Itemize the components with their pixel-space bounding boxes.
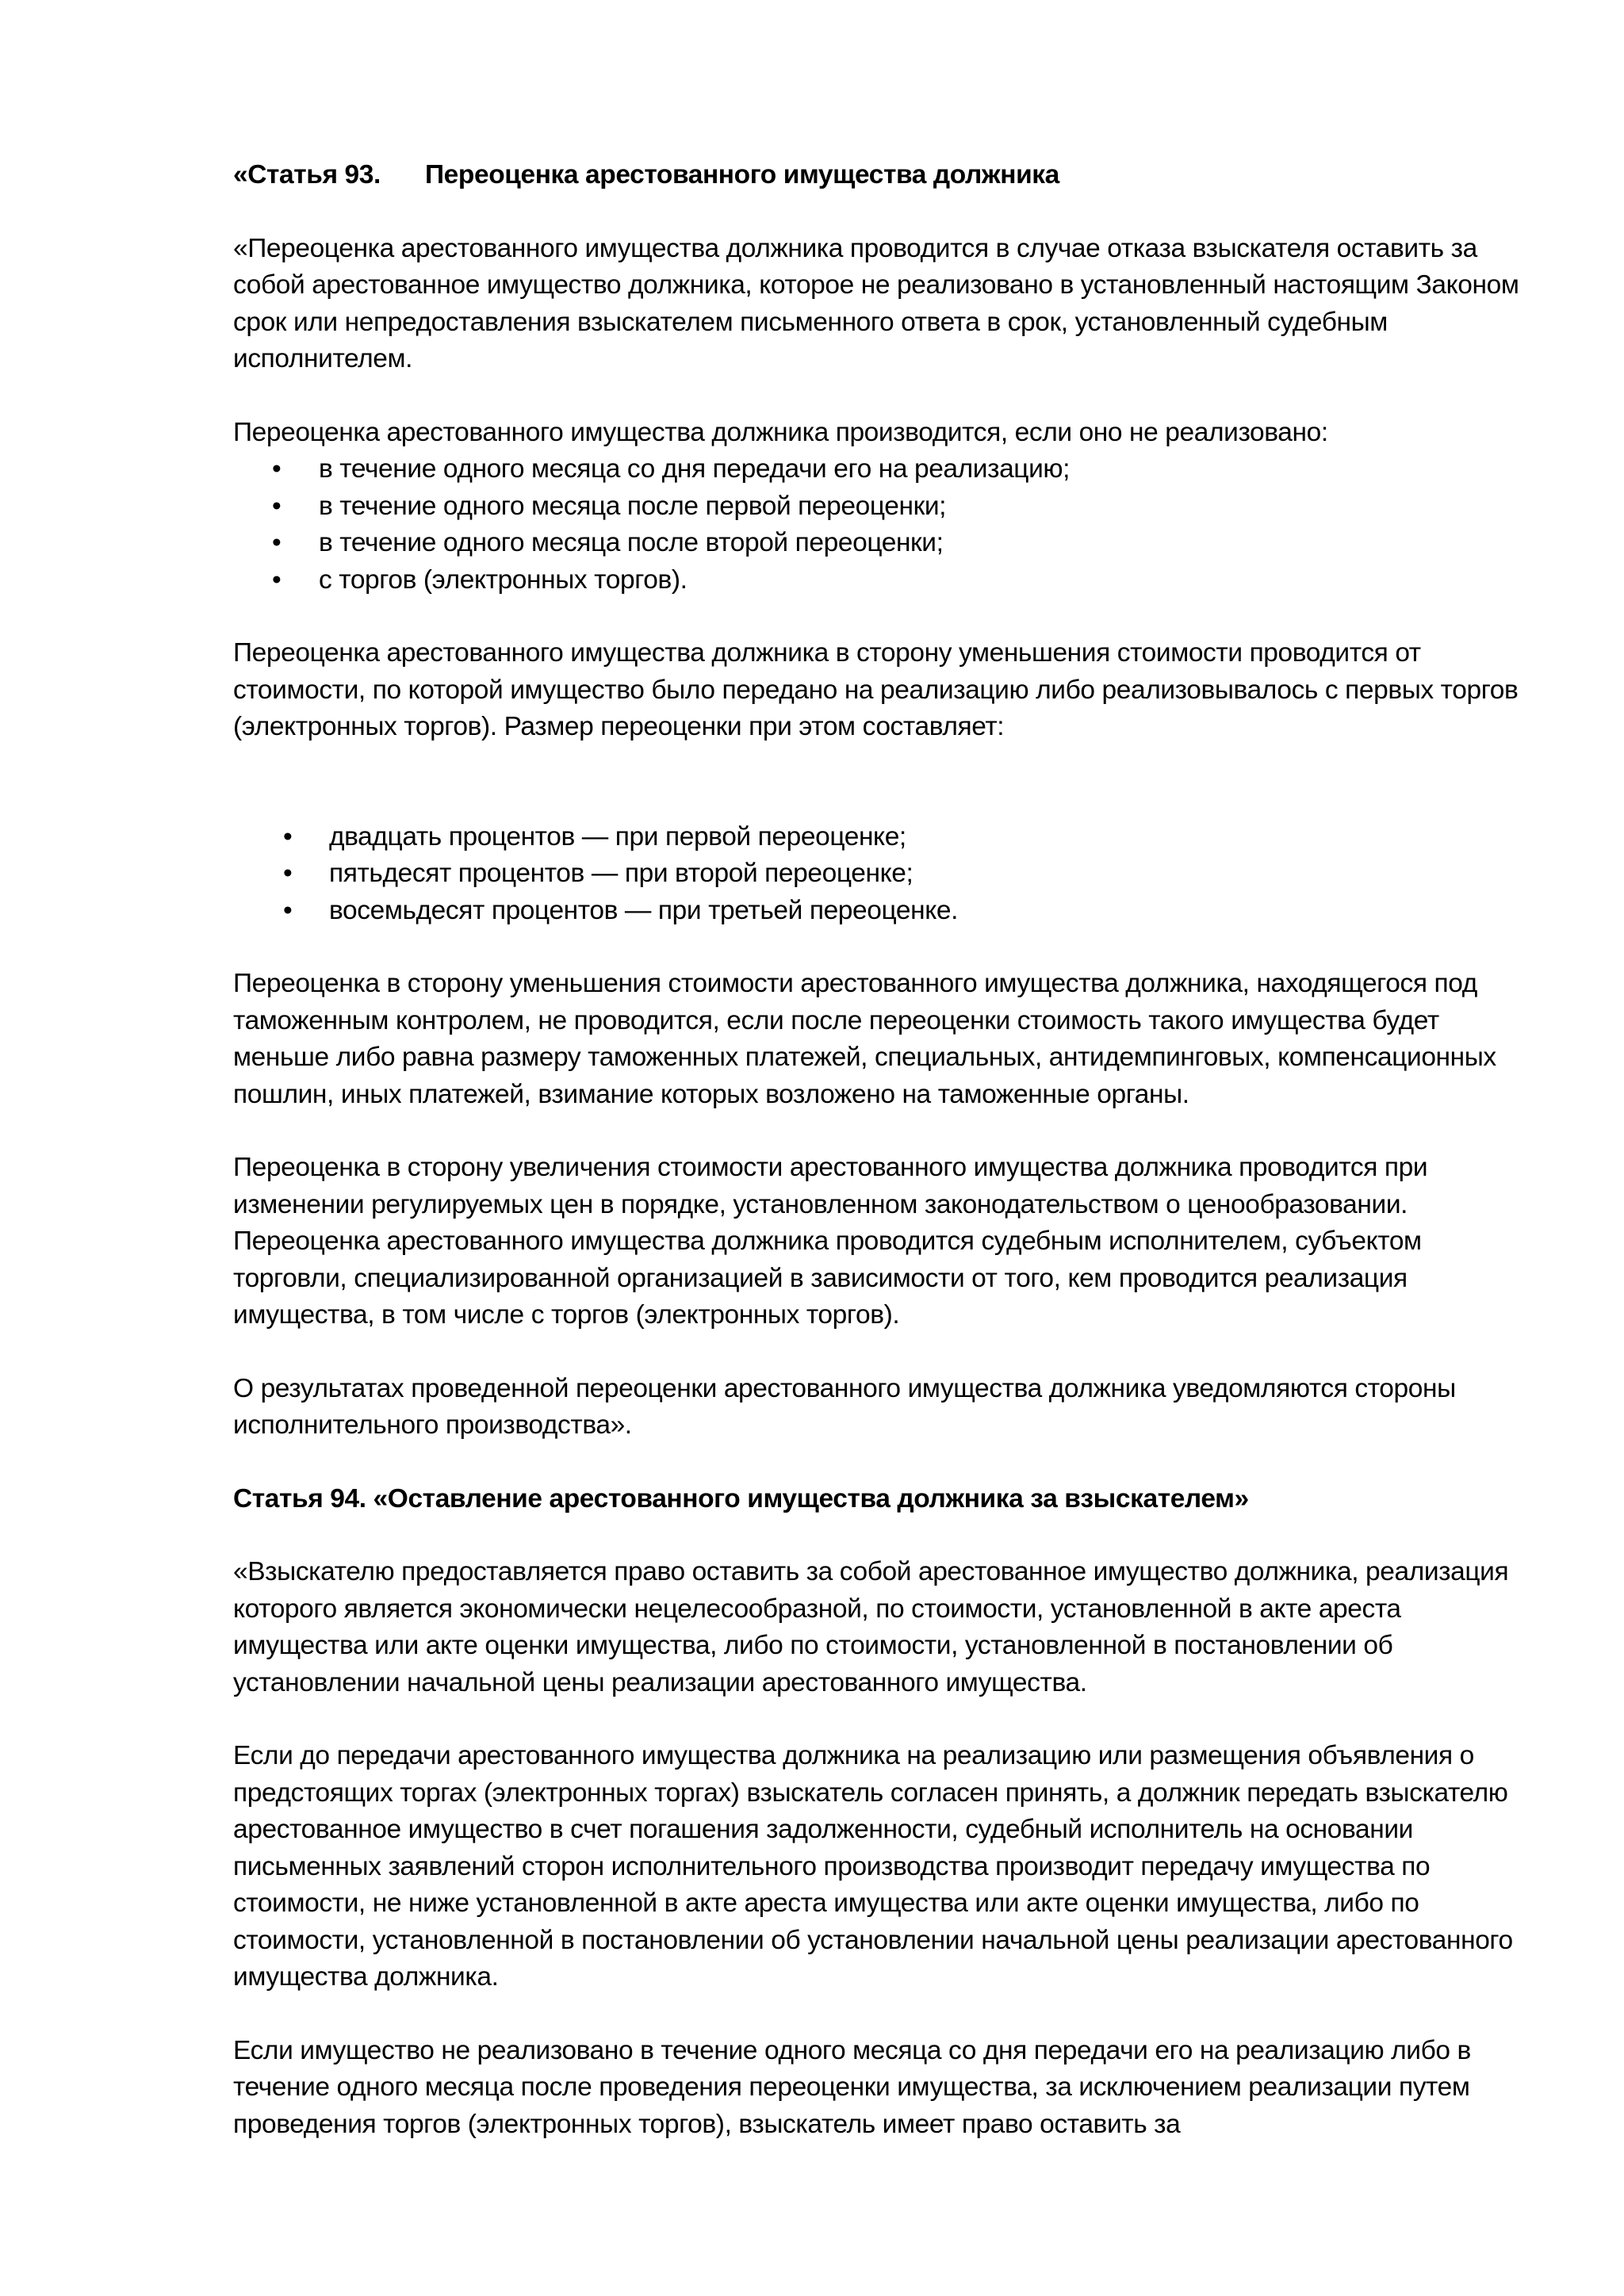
article-93-heading [233, 157, 1534, 194]
rates-bullet-list [233, 819, 1534, 930]
terms-bullet-list [233, 451, 1534, 599]
list-item: • в течение одного месяца со дня передачи его на реализацию; [233, 451, 1534, 488]
article-93-title: Переоценка арестованного имущества должника [425, 160, 1059, 189]
article-93-paragraph-4: Переоценка в сторону уменьшения стоимости арестованного имущества должника, находящегося под таможенным контролем, не проводится, если после переоценки стоимость такого имущества будет меньше либо равна размеру таможенных платежей, специальных, антидемпинговых, компенсационных пошлин, иных платежей, взимание которых возложено на таможенные органы. [233, 969, 1496, 1109]
article-94-paragraph-1: «Взыскателю предоставляется право оставить за собой арестованное имущество должника, реализация которого является экономически нецелесообразной, по стоимости, установленной в акте ареста имущества или акте оценки имущества, либо по стоимости, установленной в постановлении об установлении начальной цены реализации арестованного имущества. [233, 1557, 1509, 1697]
list-item: • пятьдесят процентов — при второй переоценке; [233, 855, 1534, 893]
article-94-paragraph-3: Если имущество не реализовано в течение одного месяца со дня передачи его на реализацию либо в течение одного месяца после проведения переоценки имущества, за исключением реализации путем проведения торгов (электронных торгов), взыскатель имеет право оставить за [233, 2035, 1471, 2139]
article-93-paragraph-6: О результатах проведенной переоценки арестованного имущества должника уведомляются стороны исполнительного производства». [233, 1373, 1456, 1440]
article-93-paragraph-5: Переоценка в сторону увеличения стоимости арестованного имущества должника проводится при изменении регулируемых цен в порядке, установленном законодательством о ценообразовании. Переоценка арестованного имущества должника проводится судебным исполнителем, субъектом торговли, специализированной организацией в зависимости от того, кем проводится реализация имущества, в том числе с торгов (электронных торгов). [233, 1153, 1428, 1330]
list-item: • с торгов (электронных торгов). [233, 562, 1534, 599]
article-93-paragraph-3: Переоценка арестованного имущества должника в сторону уменьшения стоимости проводится от стоимости, по которой имущество было передано на реализацию либо реализовывалось с первых торгов (электронных торгов). Размер переоценки при этом составляет: [233, 638, 1519, 741]
list-item: • в течение одного месяца после первой переоценки; [233, 488, 1534, 526]
article-93-paragraph-1: «Переоценка арестованного имущества должника проводится в случае отказа взыскателя оставить за собой арестованное имущество должника, которое не реализовано в установленный настоящим Законом срок или непредоставления взыскателем письменного ответа в срок, установленный судебным исполнителем. [233, 233, 1519, 373]
article-94-heading: Статья 94. «Оставление арестованного имущества должника за взыскателем» [233, 1483, 1249, 1513]
document-page [233, 157, 1534, 2179]
list-item: • двадцать процентов — при первой переоценке; [233, 819, 1534, 856]
list-item: • в течение одного месяца после второй переоценки; [233, 525, 1534, 562]
list-item: • восемьдесят процентов — при третьей переоценке. [233, 893, 1534, 930]
article-94-paragraph-2: Если до передачи арестованного имущества должника на реализацию или размещения объявления о предстоящих торгах (электронных торгах) взыскатель согласен принять, а должник передать взыскателю арестованное имущество в счет погашения задолженности, судебный исполнитель на основании письменных заявлений сторон исполнительного производства производит передачу имущества по стоимости, не ниже установленной в акте ареста имущества или акте оценки имущества, либо по стоимости, установленной в постановлении об установлении начальной цены реализации арестованного имущества должника. [233, 1741, 1513, 1992]
article-93-number: «Статья 93. [233, 160, 381, 189]
article-93-paragraph-2: Переоценка арестованного имущества должника производится, если оно не реализовано: [233, 417, 1328, 447]
